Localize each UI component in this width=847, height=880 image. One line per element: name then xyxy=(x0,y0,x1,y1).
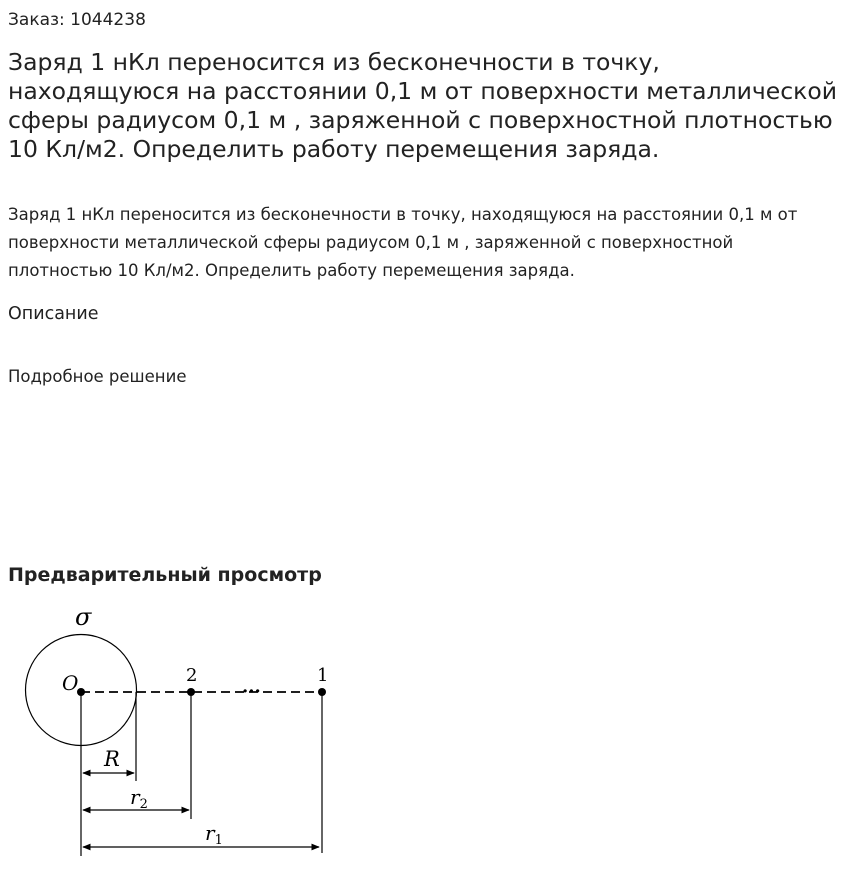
problem-text: Заряд 1 нКл переносится из бесконечности в точку, находящуюся на расстоянии 0,1 м от поверхности металлической сферы радиусом 0,1 м , заряженной с поверхностной плотностью 10 Кл/м2. Определить работу перемещения заряда. xyxy=(8,205,798,280)
sigma-label: σ xyxy=(75,603,92,631)
preview-heading: Предварительный просмотр xyxy=(8,564,322,586)
description-heading: Описание xyxy=(8,304,99,324)
ellipsis-label: ··· xyxy=(242,681,261,702)
center-label: O xyxy=(62,671,79,695)
point-2-label: 2 xyxy=(186,665,198,686)
r1-label-main: r xyxy=(205,821,215,845)
sphere-diagram xyxy=(0,600,360,865)
r1-label xyxy=(205,821,223,848)
solution-label: Подробное решение xyxy=(8,367,187,386)
r1-label-sub: 1 xyxy=(214,833,223,848)
r2-label-main: r xyxy=(130,785,140,809)
order-number: Заказ: 1044238 xyxy=(8,10,146,30)
point-1-label: 1 xyxy=(317,665,329,686)
problem-title: Заряд 1 нКл переносится из бесконечности в точку, находящуюся на расстоянии 0,1 м от поверхности металлической сферы радиусом 0,1 м , заряженной с поверхностной плотностью 10 Кл/м2. Определить работу перемещения заряда. xyxy=(8,48,838,163)
radius-label: R xyxy=(104,747,120,771)
r2-label-sub: 2 xyxy=(139,797,148,812)
r2-label xyxy=(130,785,148,812)
